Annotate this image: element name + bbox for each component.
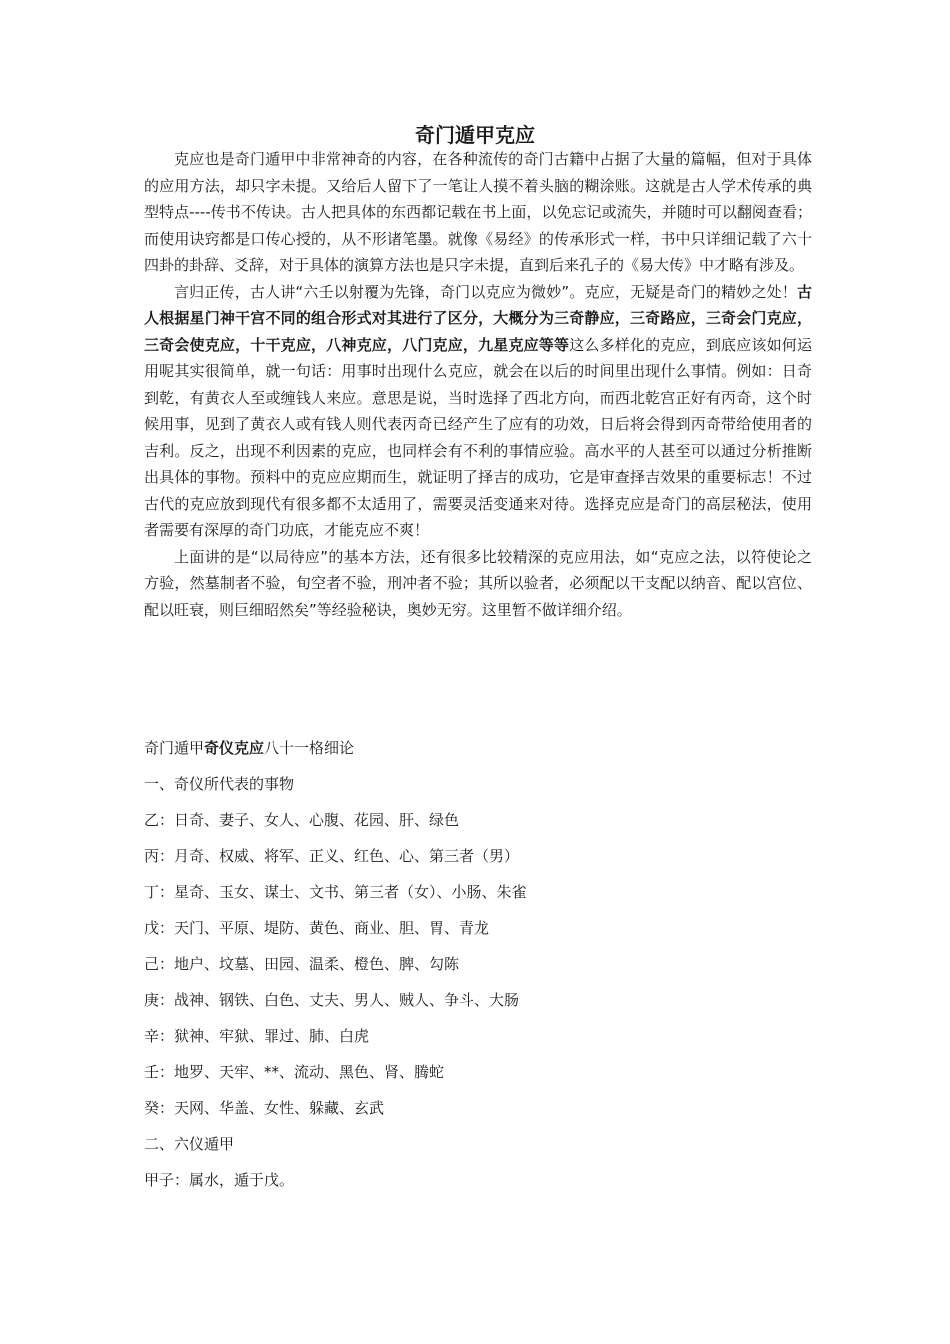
list-item-bing: 丙：月奇、权威、将军、正义、红色、心、第三者（男） [144,847,520,865]
paragraph-intro: 克应也是奇门遁甲中非常神奇的内容，在各种流传的奇门古籍中占据了大量的篇幅，但对于具体的应用方法，却只字未提。又给后人留下了一笔让人摸不着头脑的糊涂账。这就是古人学术传承的典型特点----传书不传诀。古人把具体的东西都记载在书上面，以免忘记或流失，并随时可以翻阅查看；而使用诀窍都是口传心授的，从不形诸笔墨。就像《易经》的传承形式一样，书中只详细记载了六十四卦的卦辞、爻辞，对于具体的演算方法也是只字未提，直到后来孔子的《易大传》中才略有涉及。 [144,150,812,274]
section-heading [144,730,812,766]
paragraph-keying-rest: 这么多样化的克应，到底应该如何运用呢其实很简单，就一句话：用事时出现什么克应，就会在以后的时间里出现什么事情。例如：日奇到乾，有黄衣人至或缠钱人来应。意思是说，当时选择了西北方向，而西北乾宫正好有丙奇，这个时候用事，见到了黄衣人或有钱人则代表丙奇已经产生了应有的功效，日后将会得到丙奇带给使用者的吉利。反之，出现不利因素的克应，也同样会有不利的事情应验。高水平的人甚至可以通过分析推断出具体的事物。预料中的克应应期而生，就证明了择吉的成功，它是审查择吉效果的重要标志！不过古代的克应放到现代有很多都不太适用了，需要灵活变通来对待。选择克应是奇门的高层秘法，使用者需要有深厚的奇门功底，才能克应不爽！ [144,335,812,539]
list-item-ren: 壬：地罗、天牢、**、流动、黑色、肾、腾蛇 [144,1063,445,1081]
subheading-qiyi: 一、奇仪所代表的事物 [144,775,295,793]
list-item-ding: 丁：星奇、玉女、谋士、文书、第三者（女）、小肠、朱雀 [144,883,527,901]
list-item-ji: 己：地户、坟墓、田园、温柔、橙色、脾、勾陈 [144,955,460,973]
section-list [144,730,812,1198]
paragraph-keying-bold: 古人根据星门神干宫不同的组合形式对其进行了区分，大概分为三奇静应，三奇路应，三奇会门克应，三奇会使克应，十干克应，八神克应，八门克应，九星克应等等 [144,282,812,354]
paragraph-keying-lead: 言归正传，古人讲“六壬以射覆为先锋，奇门以克应为微妙”。克应，无疑是奇门的精妙之处！ [174,282,797,301]
list-item-jiazi: 甲子：属水，遁于戊。 [144,1171,295,1189]
section-heading-bold: 奇仪克应 [204,739,265,757]
document-body [144,146,812,623]
list-item-xin: 辛：狱神、牢狱、罪过、肺、白虎 [144,1027,370,1045]
document-title: 奇门遁甲克应 [415,123,535,147]
paragraph-keying [144,279,812,544]
list-item-gui: 癸：天网、华盖、女性、躲藏、玄武 [144,1099,385,1117]
section-heading-suffix: 八十一格细论 [264,739,355,757]
list-item-yi: 乙：日奇、妻子、女人、心腹、花园、肝、绿色 [144,811,460,829]
section-heading-prefix: 奇门遁甲 [144,739,205,757]
list-item-wu: 戊：天门、平原、堤防、黄色、商业、胆、胃、青龙 [144,919,490,937]
list-item-geng: 庚：战神、钢铁、白色、丈夫、男人、贼人、争斗、大肠 [144,991,520,1009]
subheading-liuyi: 二、六仪遁甲 [144,1135,235,1153]
paragraph-method: 上面讲的是“以局待应”的基本方法，还有很多比较精深的克应用法，如“克应之法，以符使论之方验，然墓制者不验，旬空者不验，刑冲者不验；其所以验者，必须配以干支配以纳音、配以宫位、配以旺衰，则巨细昭然矣”等经验秘诀，奥妙无穷。这里暂不做详细介绍。 [144,547,812,619]
